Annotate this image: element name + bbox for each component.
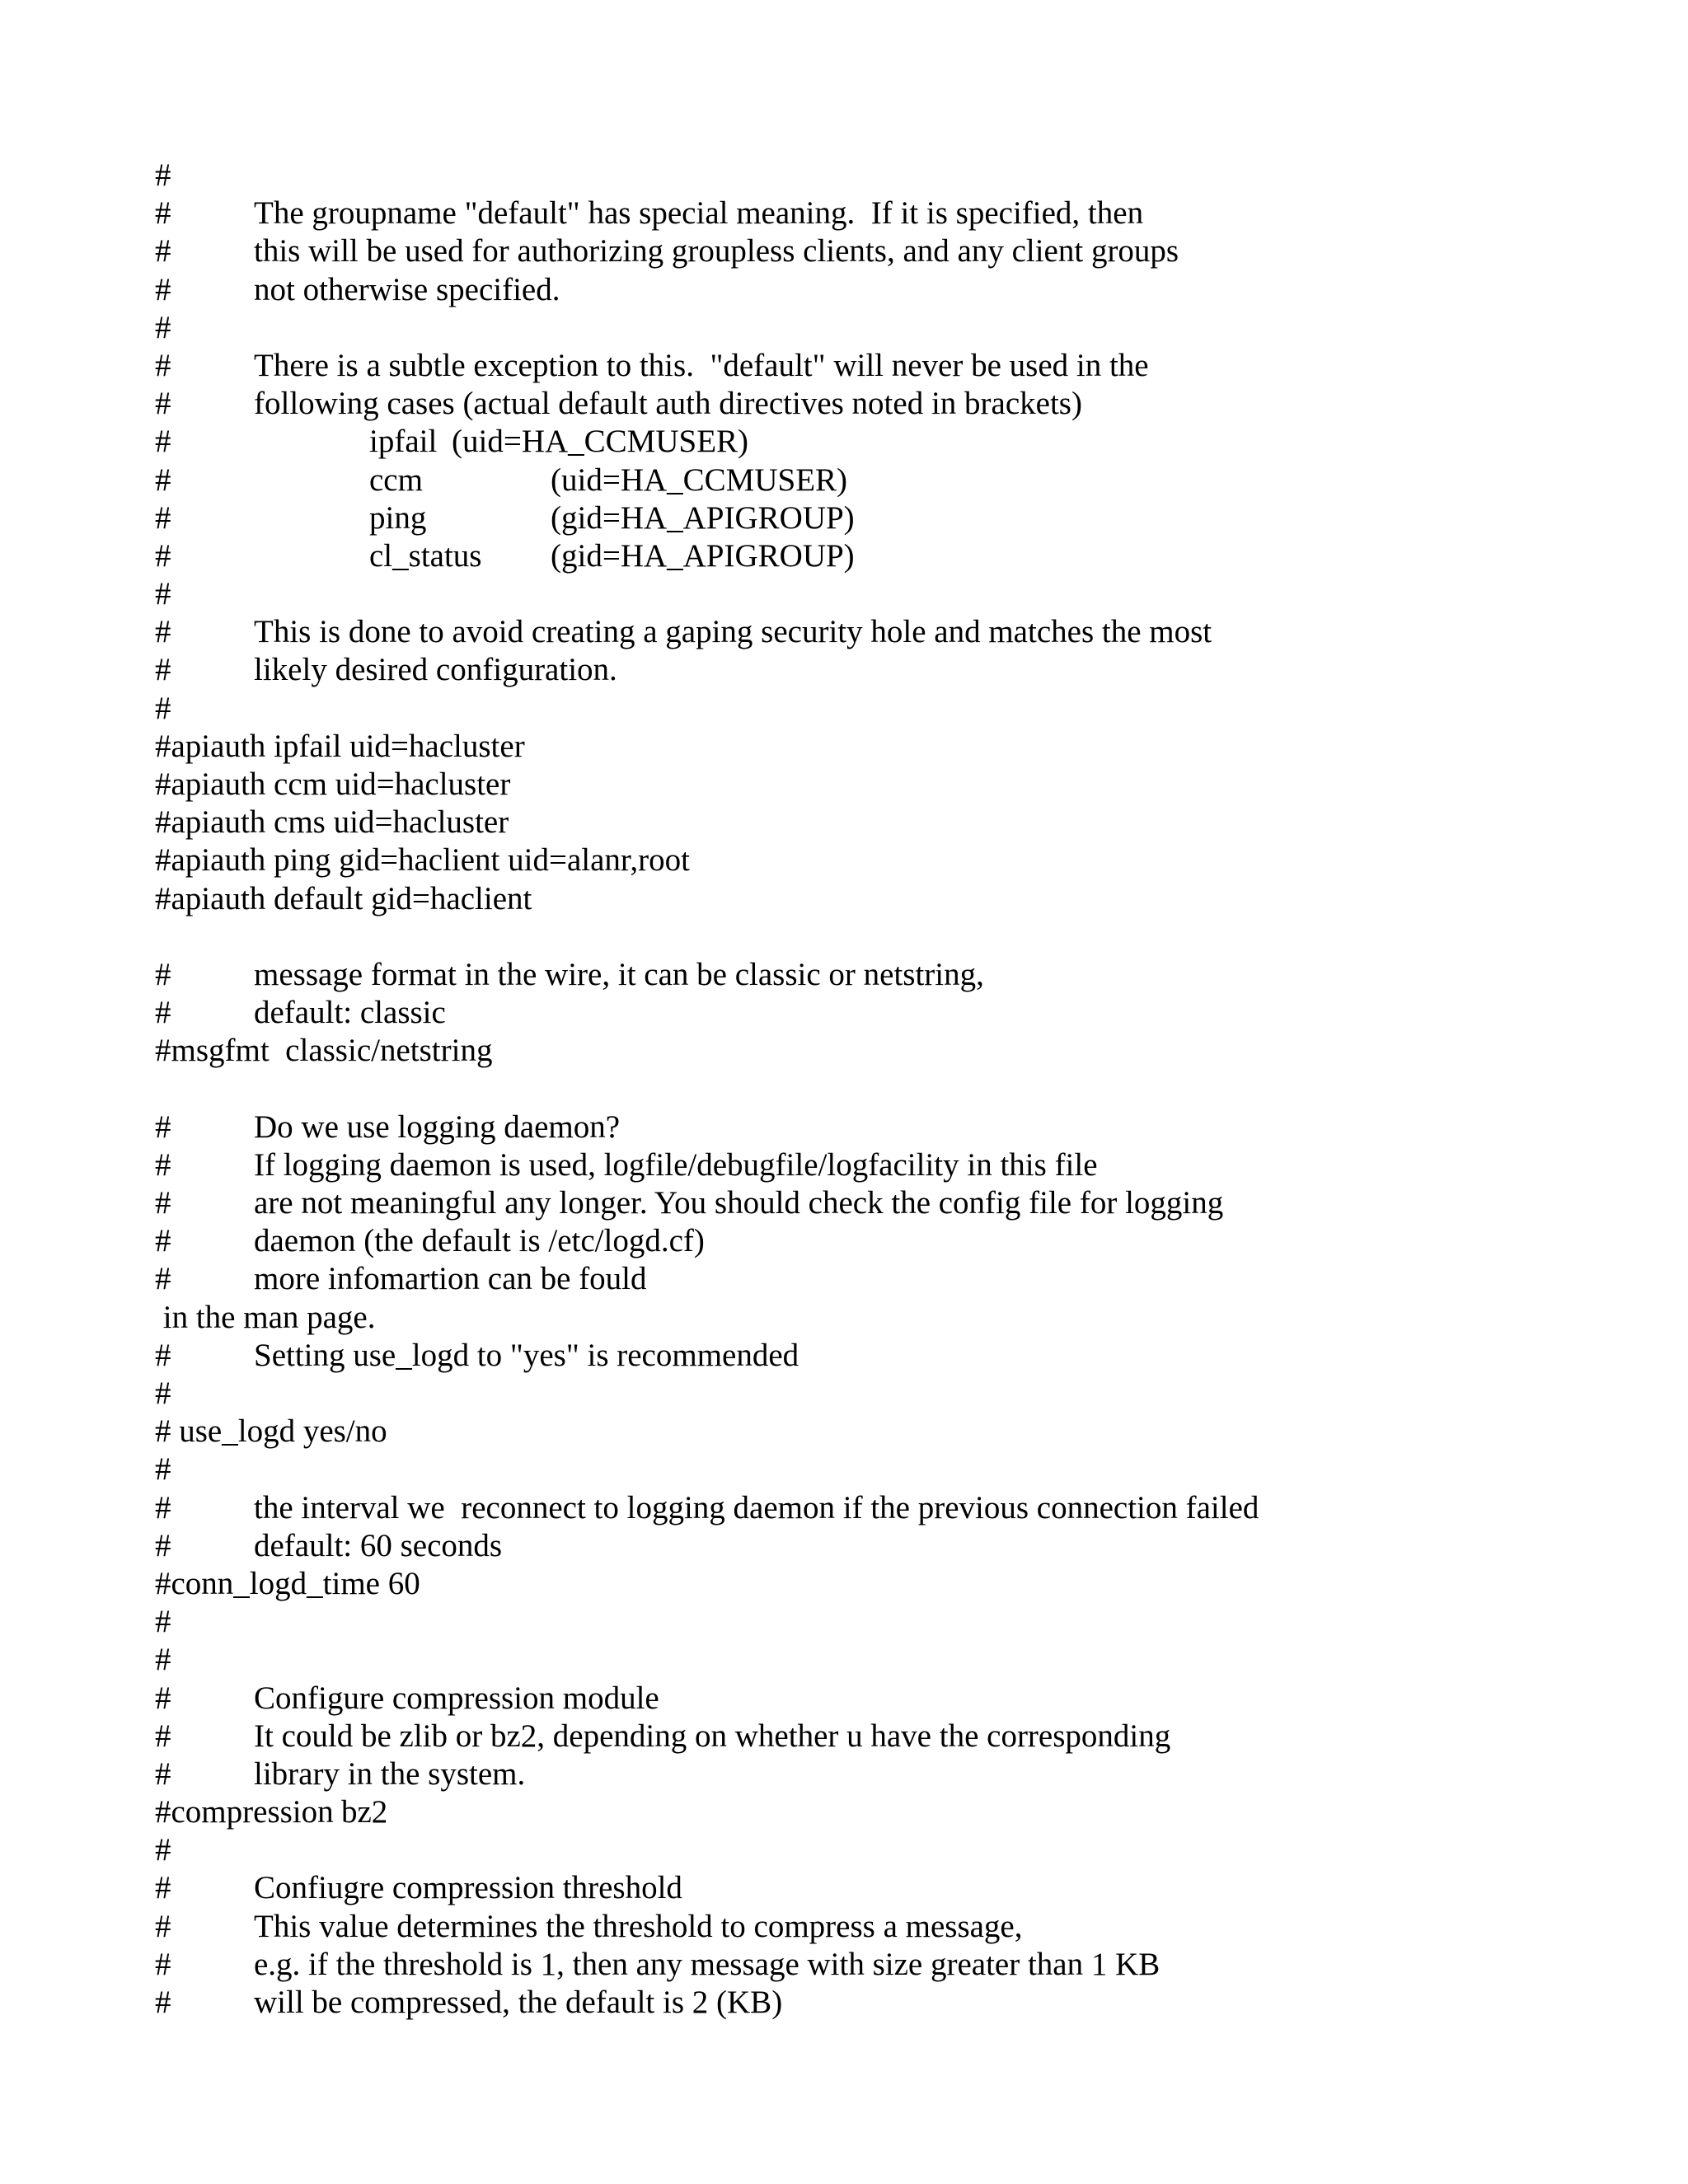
text-line	[155, 918, 1639, 956]
text-line	[155, 1451, 1639, 1488]
text-line	[155, 1527, 1639, 1565]
line-lead-text: #msgfmt classic/netstring	[155, 1033, 493, 1069]
line-lead-text: #	[155, 1908, 171, 1944]
line-comment-text: The groupname "default" has special meaning. If it is specified, then	[254, 195, 1144, 232]
text-line	[155, 841, 1639, 879]
line-comment-text: message format in the wire, it can be classic or netstring,	[254, 956, 984, 992]
line-item-value: (uid=HA_CCMUSER)	[551, 462, 848, 498]
line-comment-text: It could be zlib or bz2, depending on whether u have the corresponding	[254, 1718, 1171, 1754]
text-line	[155, 804, 1639, 841]
text-line	[155, 157, 1639, 194]
line-comment-text: There is a subtle exception to this. "default" will never be used in the	[254, 347, 1149, 383]
text-line	[155, 766, 1639, 804]
text-line	[155, 1603, 1639, 1641]
text-line	[155, 347, 1639, 385]
text-line	[155, 1869, 1639, 1907]
line-lead-text: #	[155, 1985, 171, 2020]
line-lead-text: #	[155, 1832, 171, 1868]
line-comment-text: default: 60 seconds	[254, 1527, 503, 1563]
line-comment-text: more infomartion can be fould	[254, 1261, 647, 1297]
line-comment-text: library in the system.	[254, 1755, 526, 1792]
text-line	[155, 232, 1639, 270]
line-lead-text: #	[155, 1680, 171, 1716]
line-lead-text: #	[155, 271, 171, 307]
line-lead-text: #apiauth default gid=haclient	[155, 880, 532, 916]
text-line	[155, 1908, 1639, 1946]
line-comment-text: This value determines the threshold to compress a message,	[254, 1908, 1023, 1944]
text-line	[155, 1680, 1639, 1718]
text-line	[155, 1260, 1639, 1298]
line-comment-text: not otherwise specified.	[254, 271, 560, 307]
line-lead-text: #conn_logd_time 60	[155, 1565, 420, 1601]
text-line	[155, 309, 1639, 347]
line-comment-text: Confiugre compression threshold	[254, 1870, 682, 1906]
text-line	[155, 462, 1639, 499]
line-lead-text: #apiauth cms uid=hacluster	[155, 804, 509, 841]
text-line	[155, 880, 1639, 918]
line-lead-text: #	[155, 652, 171, 688]
text-line	[155, 1375, 1639, 1413]
text-line	[155, 1222, 1639, 1260]
line-lead-text: #	[155, 1604, 171, 1640]
line-comment-text: Do we use logging daemon?	[254, 1108, 621, 1145]
text-line	[155, 1565, 1639, 1603]
line-comment-text: will be compressed, the default is 2 (KB)	[254, 1985, 783, 2020]
line-lead-text: #	[155, 499, 171, 536]
text-line	[155, 575, 1639, 613]
line-item-name: cl_status	[369, 537, 482, 574]
text-line	[155, 499, 1639, 537]
line-lead-text: #apiauth ipfail uid=hacluster	[155, 728, 525, 764]
line-lead-text: #apiauth ccm uid=hacluster	[155, 766, 511, 802]
line-item-value: (uid=HA_CCMUSER)	[452, 424, 749, 460]
text-line	[155, 1032, 1639, 1070]
line-lead-text: #	[155, 462, 171, 498]
line-lead-text: #	[155, 576, 171, 612]
text-line	[155, 651, 1639, 689]
line-comment-text: Setting use_logd to "yes" is recommended	[254, 1337, 799, 1373]
text-line	[155, 1793, 1639, 1831]
text-line	[155, 1108, 1639, 1146]
line-comment-text: Configure compression module	[254, 1680, 659, 1716]
line-lead-text: #	[155, 1146, 171, 1183]
text-line	[155, 194, 1639, 232]
text-line	[155, 994, 1639, 1032]
line-lead-text: #	[155, 1261, 171, 1297]
line-comment-text: are not meaningful any longer. You should check the config file for logging	[254, 1185, 1224, 1221]
text-line	[155, 423, 1639, 461]
text-line	[155, 1831, 1639, 1869]
text-line	[155, 385, 1639, 423]
line-item-name: ipfail	[369, 424, 438, 460]
line-comment-text: the interval we reconnect to logging daemon if the previous connection failed	[254, 1489, 1259, 1526]
text-line	[155, 1184, 1639, 1222]
text-line	[155, 1984, 1639, 2022]
line-lead-text: #	[155, 386, 171, 422]
line-lead-text: #	[155, 690, 171, 726]
line-lead-text: #	[155, 1223, 171, 1259]
line-lead-text: #	[155, 956, 171, 992]
line-lead-text: #	[155, 309, 171, 345]
line-lead-text: #	[155, 537, 171, 574]
line-lead-text: # use_logd yes/no	[155, 1413, 387, 1450]
line-comment-text: likely desired configuration.	[254, 652, 617, 688]
line-item-name: ping	[369, 499, 427, 536]
line-comment-text: If logging daemon is used, logfile/debugfile/logfacility in this file	[254, 1146, 1098, 1183]
line-lead-text: #compression	[155, 1794, 334, 1830]
line-lead-text: #	[155, 614, 171, 650]
text-line	[155, 1641, 1639, 1679]
line-lead-text: in the man page.	[155, 1299, 376, 1335]
line-lead-text: #	[155, 1642, 171, 1678]
line-lead-text: #	[155, 1489, 171, 1526]
text-line	[155, 1146, 1639, 1184]
line-lead-text: #	[155, 1527, 171, 1563]
line-lead-text: #	[155, 1451, 171, 1488]
line-lead-text: #	[155, 1376, 171, 1411]
line-lead-text: #	[155, 347, 171, 383]
line-lead-text: #	[155, 233, 171, 269]
line-lead-text: #	[155, 1185, 171, 1221]
line-comment-text: e.g. if the threshold is 1, then any message with size greater than 1 KB	[254, 1946, 1160, 1982]
line-lead-text: #	[155, 195, 171, 232]
config-text-block	[155, 157, 1639, 2022]
line-lead-text: #	[155, 1718, 171, 1754]
text-line	[155, 1718, 1639, 1755]
line-comment-text: daemon (the default is /etc/logd.cf)	[254, 1223, 705, 1259]
text-line	[155, 1071, 1639, 1108]
text-line	[155, 1413, 1639, 1451]
text-line	[155, 1299, 1639, 1337]
line-lead-text: #	[155, 1755, 171, 1792]
line-lead-text: #	[155, 1337, 171, 1373]
text-line	[155, 1337, 1639, 1375]
line-setting-value: bz2	[341, 1794, 388, 1830]
line-comment-text: default: classic	[254, 995, 446, 1031]
text-line	[155, 1755, 1639, 1793]
line-item-value: (gid=HA_APIGROUP)	[551, 537, 855, 574]
line-lead-text: #	[155, 1870, 171, 1906]
text-line	[155, 690, 1639, 728]
text-line	[155, 537, 1639, 575]
text-line	[155, 1946, 1639, 1984]
line-comment-text: This is done to avoid creating a gaping security hole and matches the most	[254, 614, 1212, 650]
text-line	[155, 956, 1639, 994]
line-lead-text: #	[155, 424, 171, 460]
line-lead-text: #apiauth ping gid=haclient uid=alanr,root	[155, 842, 690, 879]
text-line	[155, 613, 1639, 651]
line-lead-text: #	[155, 995, 171, 1031]
line-lead-text: #	[155, 1946, 171, 1982]
text-line	[155, 1489, 1639, 1527]
line-lead-text: #	[155, 157, 171, 193]
line-comment-text: this will be used for authorizing groupless clients, and any client groups	[254, 233, 1179, 269]
text-line	[155, 728, 1639, 766]
text-line	[155, 271, 1639, 309]
line-item-name: ccm	[369, 462, 423, 498]
line-item-value: (gid=HA_APIGROUP)	[551, 499, 855, 536]
line-comment-text: following cases (actual default auth directives noted in brackets)	[254, 386, 1082, 422]
line-lead-text: #	[155, 1108, 171, 1145]
